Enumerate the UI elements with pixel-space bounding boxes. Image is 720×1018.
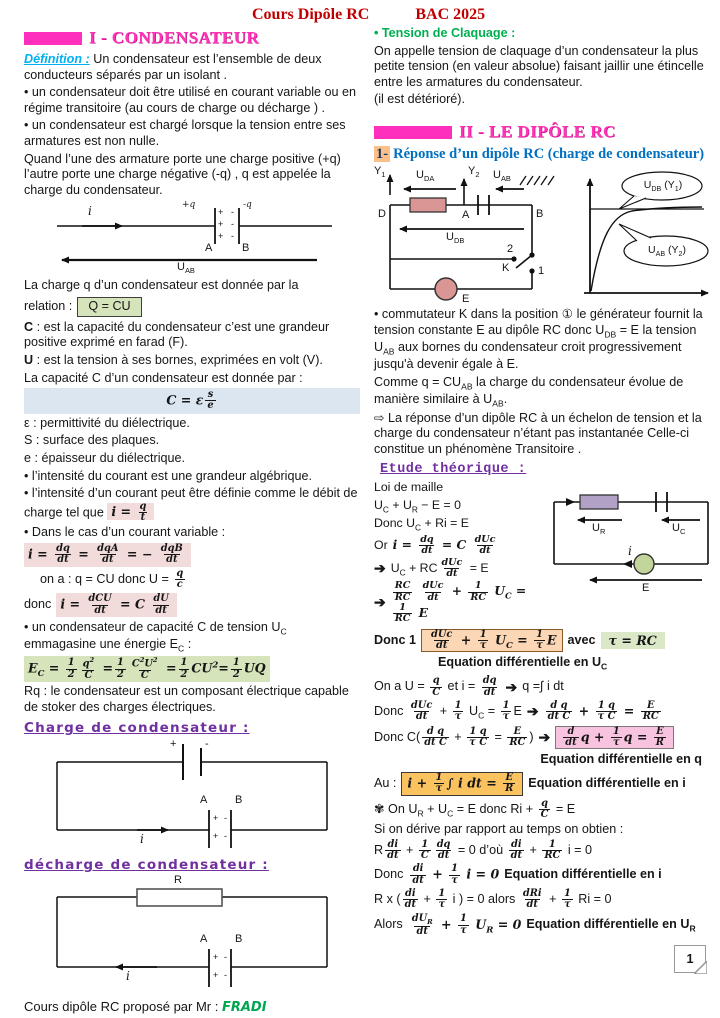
relation-row: relation : Q = CU	[24, 297, 360, 317]
i-variable-formula: i = $\frac{dq}{dt}$ = $\frac{\text{dqA}}{dt}$ = − $\frac{\text{dqB}}{dt}$	[24, 543, 191, 567]
rc-circuit-art	[374, 165, 570, 307]
uc-differential-box: $\frac{\text{dUc}}{dt}$ + $\frac{1}{\tau}$ $U_C$ = $\frac{1}{\tau}$ E	[421, 629, 563, 653]
q-differential-box: $\frac{d}{dt}$ q + $\frac{1}{\tau}$ q = $\frac{E}{R}$	[555, 726, 674, 750]
switch-pos2-label: 2	[507, 243, 514, 256]
page-number-box	[674, 945, 706, 973]
i-ccu-formula: i = $\frac{\text{dCU}}{dt}$ = C $\frac{dU}{dt}$	[56, 593, 177, 617]
plus-sign: +	[218, 219, 224, 230]
response-graph	[574, 165, 716, 307]
page-title: Cours Dipôle RC	[252, 6, 370, 23]
generator-e-label: E	[462, 293, 470, 306]
surface-line: S : surface des plaques.	[24, 433, 160, 448]
section-1-heading	[24, 28, 360, 48]
i-ccu-row: donc i = $\frac{\text{dCU}}{dt}$ = C $\frac{dU}{dt}$	[24, 593, 360, 617]
eq-uc-final-row: Donc 1 $\frac{\text{dUc}}{dt}$ + $\frac{1}{\tau}$ $U_C$ = $\frac{1}{\tau}$ E avec τ = RC	[374, 629, 716, 653]
relation-intro: La charge q d’un condensateur est donnée par la	[24, 278, 299, 293]
uc-label: $U_C$	[672, 522, 686, 537]
claquage-heading: • Tension de Claquage :	[374, 26, 516, 40]
minus-sign: -	[224, 969, 227, 980]
bullet-energy: • un condensateur de capacité C de tension $U_C$ emmagasine une énergie $E_C$ :	[24, 619, 287, 654]
switch-k-label: K	[502, 262, 510, 275]
eq-q-final-row: Donc C( $\frac{\text{d q}}{\text{dt C}}$ + $\frac{1 q}{\text{τ C}}$ = $\frac{E}{RC}$ ) ➔ $\frac{d}{dt}$ q + $\frac{1}{\tau}$ q = $\frac{E}{R}$	[374, 726, 716, 750]
plus-sign: +	[213, 831, 219, 842]
claquage-note: (il est détérioré).	[374, 92, 465, 107]
eq-i-row: Or i = $\frac{dq}{dt}$ = C $\frac{\text{dUc}}{dt}$	[374, 534, 496, 557]
paragraph-commutateur: • commutateur K dans la position ① le générateur fournit la tension constante E au dipôle RC donc $U_{DB} = E$ la tension $U_{AB}$ aux bornes du condensateur croit progressivement jusqu'à devenir égale à E.	[374, 307, 703, 371]
y1-label: $Y_1$	[374, 165, 386, 180]
bullet-charged: • un condensateur est chargé lorsque la tension entre ses armatures est non nulle.	[24, 118, 346, 149]
battery-plus: +	[170, 738, 177, 751]
section-1-title: I - CONDENSATEUR	[89, 28, 260, 47]
capacity-intro: La capacité C d’un condensateur est donnée par :	[24, 370, 303, 385]
paragraph-transitoire: ⇨ La réponse d’un dipôle RC à un échelon de tension et la charge du condensateur n’étant pas instantanée Celle-ci constitue un phénomène Transitoire .	[374, 410, 702, 456]
generator-e-label: E	[642, 582, 650, 595]
arrow-icon: ➔	[505, 678, 518, 695]
page-number: 1	[686, 951, 694, 966]
uab-label: $U_{AB}$	[493, 169, 511, 184]
author-name: FRADI	[221, 999, 267, 1015]
label-eq-ur: Equation différentielle en $U_R$	[526, 916, 696, 934]
remark: Rq : le condensateur est un composant électrique capable de stoker des charges électriques.	[24, 684, 349, 714]
discharge-circuit-art	[42, 877, 342, 989]
udb-label: $U_{DB}$	[446, 231, 465, 246]
eq-ur-row: Alors $\frac{dU_R}{dt}$ + $\frac{1}{\tau}$ $U_R = 0$ Equation différentielle en $U_R$	[374, 912, 696, 937]
rc-circuit-diagram	[374, 165, 570, 307]
subsection-1-heading: 1- Réponse d’un dipôle RC (charge de condensateur)	[376, 146, 705, 163]
c-definition: C : est la capacité du condensateur c’est une grandeur positive exprimé en farad (F).	[24, 319, 330, 350]
bullet-debit: • l’intensité d’un courant peut être définie comme le débit de charge tel que i = $\frac{q}{t}$	[24, 486, 358, 524]
node-b-label: B	[235, 932, 243, 945]
eq-r-didt: R $\frac{di}{dt}$ + $\frac{1}{C}$ $\frac{dq}{dt}$ = 0 d’où $\frac{di}{dt}$ + $\frac{1}{RC}$ i = 0	[374, 838, 592, 862]
label-eq-q: Equation différentielle en q	[540, 752, 702, 767]
relation-formula: Q = CU	[77, 297, 141, 317]
section-2-heading	[374, 122, 716, 142]
capacity-formula: C = ε $\frac{s}{e}$	[24, 388, 360, 414]
battery-minus: -	[205, 738, 209, 751]
bullet-intensity: • l’intensité du courant est une grandeur algébrique.	[24, 468, 312, 483]
definition-paragraph: Définition : Un condensateur est l’ensemble de deux conducteurs séparés par un isolant .	[24, 52, 322, 82]
discharge-circuit-diagram	[42, 873, 342, 989]
epsilon-line: ε : permittivité du diélectrique.	[24, 415, 190, 430]
plus-q-label: +q	[182, 200, 196, 211]
current-label: i	[628, 544, 632, 559]
etude-circuit-art	[544, 480, 716, 598]
arrow-icon: ➔	[374, 593, 386, 610]
i-qt-formula: i = $\frac{q}{t}$	[107, 503, 154, 520]
etude-equations	[374, 480, 540, 625]
minus-sign: -	[224, 951, 227, 962]
ur-label: $U_R$	[592, 522, 606, 537]
etude-block	[374, 480, 716, 625]
uab-bubble-label: $U_{AB}$ $(Y_2)$	[648, 244, 686, 259]
node-b-label: B	[235, 794, 243, 807]
node-b-label: B	[242, 242, 250, 255]
plus-sign: +	[213, 969, 219, 980]
charge-circuit-art	[42, 740, 342, 852]
eq-maille: $U_C + U_R - E = 0$	[374, 497, 461, 515]
capacitor-symbol-diagram	[42, 200, 342, 276]
uda-label: $U_{DA}$	[416, 169, 435, 184]
qcu-line: on a : q = CU donc U = $\frac{q}{c}$	[40, 567, 184, 590]
node-a-label: A	[462, 209, 470, 222]
node-a-label: A	[205, 242, 213, 255]
plus-sign: +	[213, 813, 219, 824]
eq-normalized-row: ➔ $\frac{RC}{RC}$ $\frac{\text{dUc}}{dt}$ + $\frac{1}{RC}$ $U_C$ = $\frac{1}{RC}$ E	[374, 580, 527, 624]
minus-sign: -	[224, 813, 227, 824]
eq-uc-rc-row: ➔ $U_C$ + RC $\frac{\text{dUc}}{dt}$ = E	[374, 557, 489, 580]
eq-q-derive-row: Donc $\frac{\text{dUc}}{dt}$ + $\frac{1}{\tau}$ $U_C$ = $\frac{1}{\tau}$ E ➔ $\frac{\text{d q}}{\text{dt C}}$ + $\frac{1 q}{\text{τ C}}$ = $\frac{E}{RC}$	[374, 700, 659, 723]
node-a-label: A	[200, 932, 208, 945]
flower-line: ✾ On $U_R + U_C = E$ donc Ri + $\frac{q}{C}$ = E	[374, 797, 576, 820]
resistor-label: R	[174, 873, 182, 886]
plus-sign: +	[213, 951, 219, 962]
bullet-usage: • un condensateur doit être utilisé en courant variable ou en régime transitoire (au cours de charge ou décharge ) .	[24, 85, 357, 115]
minus-sign: -	[231, 219, 234, 230]
bullet-variable: • Dans le cas d’un courant variable :	[24, 525, 226, 540]
eq-i-final-row: Au : i + $\frac{1}{\tau}$ ∫ i dt = $\frac{E}{R}$ Equation différentielle en i	[374, 771, 686, 795]
node-d-label: D	[378, 208, 386, 221]
label-eq-uc: Equation différentielle en $U_C$	[438, 655, 608, 672]
tau-definition: τ = RC	[601, 632, 665, 650]
switch-pos1-label: 1	[538, 265, 545, 278]
left-column	[24, 26, 360, 1018]
exam-label: BAC 2025	[415, 6, 486, 23]
eq-didt-row: Donc $\frac{di}{dt}$ + $\frac{1}{\tau}$ i = 0 Equation différentielle en i	[374, 863, 662, 886]
claquage-text: On appelle tension de claquage d’un condensateur la plus petite tension (en valeur absolue) faisant jaillir une étincelle entre les armatures du condensateur.	[374, 43, 704, 89]
heading-block	[24, 32, 82, 45]
plus-sign: +	[218, 207, 224, 218]
charge-circuit-diagram	[42, 740, 342, 852]
minus-sign: -	[224, 831, 227, 842]
arrow-icon: ➔	[374, 560, 386, 577]
current-label: i	[140, 832, 144, 847]
minus-sign: -	[231, 231, 234, 242]
etude-circuit-diagram	[544, 480, 716, 598]
paragraph-comme: Comme $q = CU_{AB}$ la charge du condensateur évolue de manière similaire à $U_{AB}$.	[374, 374, 684, 409]
loi-de-maille: Loi de maille	[374, 480, 444, 495]
document-header	[252, 6, 485, 24]
discharge-heading: décharge de condensateur :	[24, 857, 269, 874]
eq-q-int-row: On a U = $\frac{q}{C}$ et i = $\frac{dq}{dt}$ ➔ q =∫ i dt	[374, 675, 564, 698]
heading-block	[374, 126, 452, 139]
energy-formula: $E_C$ = $\frac{1}{2}$ $\frac{q^2}{C}$ = $\frac{1}{2}$ $\frac{C^2U^2}{C}$ = $\frac{1}{2}$ $CU^2=$ $\frac{1}{2}$ UQ	[24, 656, 270, 682]
eq-rx: R x ( $\frac{di}{dt}$ + $\frac{1}{\tau}$ i ) = 0 alors $\frac{\text{dRi}}{dt}$ + $\frac{1}{\tau}$ Ri = 0	[374, 888, 612, 911]
definition-label: Définition :	[24, 52, 90, 66]
derive-line: Si on dérive par rapport au temps on obtien :	[374, 822, 624, 837]
current-label: i	[126, 968, 130, 983]
minus-sign: -	[231, 207, 234, 218]
thickness-line: e : épaisseur du diélectrique.	[24, 450, 186, 465]
node-a-label: A	[200, 794, 208, 807]
folded-corner-icon	[694, 961, 707, 974]
etude-heading: Etude théorique :	[380, 461, 527, 477]
node-b-label: B	[536, 208, 544, 221]
current-label: i	[88, 204, 92, 219]
section-2-title: II - LE DIPÔLE RC	[459, 122, 616, 142]
i-differential-box: i + $\frac{1}{\tau}$ ∫ i dt = $\frac{E}{R}$	[401, 772, 523, 796]
arrow-icon: ➔	[526, 703, 539, 720]
subsection-number: 1-	[376, 146, 389, 163]
minus-q-label: -q	[243, 200, 252, 211]
arrow-icon: ➔	[538, 728, 551, 745]
y2-label: $Y_2$	[468, 165, 480, 180]
u-definition: U : est la tension à ses bornes, exprimées en volt (V).	[24, 352, 323, 367]
charge-heading: Charge de condensateur :	[24, 720, 250, 737]
label-eq-i2: Equation différentielle en i	[504, 867, 662, 882]
label-eq-i: Equation différentielle en i	[528, 775, 686, 790]
plus-sign: +	[218, 231, 224, 242]
footer: Cours dipôle RC proposé par Mr : FRADI	[24, 998, 267, 1015]
paragraph-charge-q: Quand l’une des armature porte une charge positive (+q) l’autre porte une charge négative (-q) , q est appelée la charge du condensateur.	[24, 151, 341, 197]
udb-bubble-label: $U_{DB}$ $(Y_1)$	[643, 179, 683, 194]
right-column	[374, 26, 716, 1018]
eq-uc-ri: Donc $U_C + Ri = E$	[374, 516, 469, 533]
uab-label: $U_{AB}$	[177, 261, 195, 276]
rc-figures-row	[374, 165, 716, 307]
